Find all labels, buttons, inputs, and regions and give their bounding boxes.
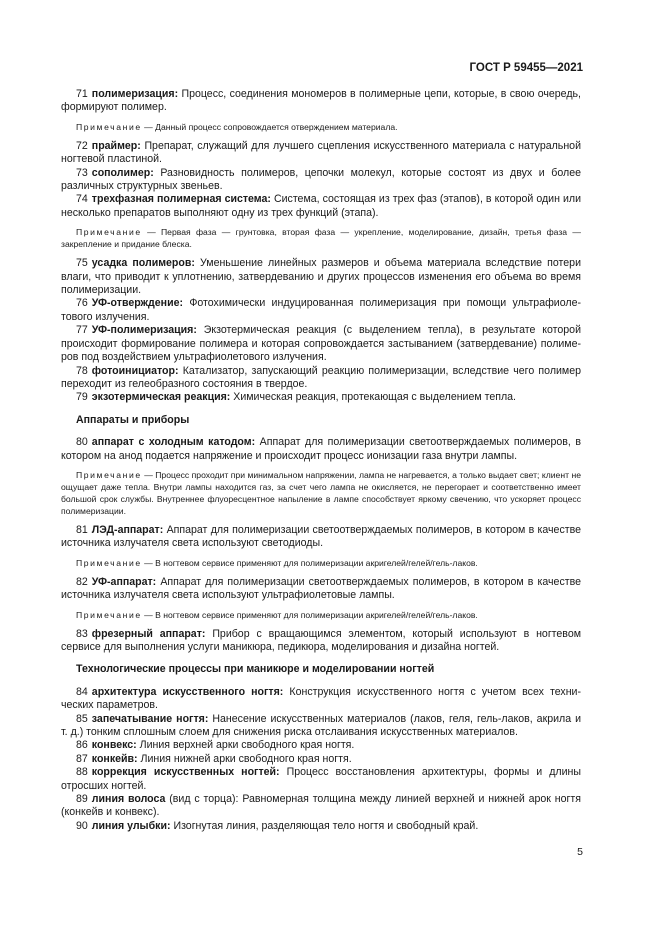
term-name: линия волоса [91,793,166,806]
term-entry [61,324,581,364]
entry-number: 77 [76,324,88,337]
term-definition: Разновидность полимеров, цепочки молекул, которые состоят из двух и более различных структурных звеньев. [61,166,581,193]
term-name: УФ-аппарат: [91,575,157,588]
entry-number: 74 [76,193,88,206]
entry-number: 73 [76,166,88,179]
entry-number: 80 [76,436,88,449]
term-definition: Процесс восстановления архитектуры, формы и длины отросших ногтей. [61,766,581,792]
term-entry [61,257,581,297]
term-definition: Аппарат для полимеризации светоотверждаемых полимеров, в котором в качестве источника излучателя света используют светодиоды. [61,523,581,550]
entry-number: 75 [76,257,88,270]
term-definition: Экзотермическая реакция (с выделением тепла), в результате которой происходит формирование полимера и которая сопровождается застыванием (затвердевание) полимеров под воздействием ультрафиолетового излучения. [61,324,581,364]
entry-number: 78 [76,364,88,377]
term-entry [61,576,581,603]
term-entry [61,297,581,324]
entry-number: 83 [76,627,88,640]
term-entry [61,739,581,752]
term-entry [61,140,581,167]
term-name: линия улыбки: [91,819,171,832]
term-entry [61,753,581,766]
term-entry [61,793,581,820]
term-name: УФ-полимеризация: [91,324,197,337]
section-heading: Аппараты и приборы [76,413,190,426]
term-definition: (вид с торца): Равномерная толщина между линией верхней и нижней арок ногтя (конкейв и конвекс). [61,793,581,819]
term-name: коррекция искусственных ногтей: [91,766,280,779]
term-name: ЛЭД-аппарат: [91,523,164,536]
term-entry [61,365,581,392]
note [61,121,581,133]
term-entry [61,713,581,740]
term-name: аппарат с холодным катодом: [91,436,256,449]
term-definition: Аппарат для полимеризации светоотверждаемых полимеров, в котором в качестве источника излучателя света используют ультрафиолетовые лампы. [61,575,581,602]
term-entry [61,193,581,220]
term-name: полимеризация: [91,88,179,100]
term-name: сополимер: [91,166,154,179]
section-heading: Технологические процессы при маникюре и моделировании ногтей [76,663,435,676]
note-text: — Данный процесс сопровождается отверждением материала. [141,121,398,132]
term-entry [61,167,581,194]
term-definition: Процесс, соединения мономеров в полимерные цепи, которые, в свою очередь, формируют полимер. [61,88,581,114]
entry-number: 89 [76,793,88,806]
term-name: усадка полимеров: [91,257,195,270]
term-definition: Линия верхней арки свободного края ногтя. [139,739,355,752]
term-name: фрезерный аппарат: [91,627,206,640]
note-label: Примечание [76,557,142,568]
term-name: архитектура искусственного ногтя: [91,685,284,698]
entry-number: 79 [76,391,88,404]
note [61,609,581,621]
term-entry [61,88,581,115]
term-entry [61,686,581,713]
term-definition: Уменьшение линейных размеров и объема материала вследствие потери влаги, что приводит к уплотнению, затвердеванию и других процессов изменения его объема во время полимеризации. [61,257,581,297]
term-definition: Катализатор, запускающий реакцию полимеризации, вследствие чего полимер переходит из гелеобразного состояния в твердое. [61,364,581,390]
note-text: — В ногтевом сервисе применяют для полимеризации акригелей/гелей/гель-лаков. [141,557,478,568]
entry-number: 81 [76,523,88,536]
term-definition: Конструкция искусственного ногтя с учетом всех технических параметров. [61,685,582,712]
term-definition: Фотохимически индуцированная полимеризация при помощи ультрафиолетового излучения. [61,297,581,323]
term-definition: Препарат, служащий для лучшего сцепления искусственного материала с натуральной ногтевой пластиной. [61,139,581,166]
document-body [61,88,581,833]
entry-number: 71 [76,88,88,100]
term-name: конкейв: [91,752,138,765]
page-number: 5 [577,846,583,858]
note-label: Примечание [76,227,142,238]
term-definition: Химическая реакция, протекающая с выделением тепла. [233,391,516,404]
note [61,557,581,569]
term-definition: Изогнутая линия, разделяющая тело ногтя и свободный край. [173,819,479,832]
entry-number: 85 [76,712,88,725]
note-text: — Процесс проходит при минимальном напряжении, лампа не нагревается, а только выдает свет; клиент не ощущает даже тепла. Внутри лампы находится газ, за счет чего лампа не окисляется, не перегорает и соответственно имеет большой срок службы. Внутреннее флуоресцентное напыление в лампе способствует яркому свечению, что ускоряет процесс полимеризации. [61,469,581,516]
note-label: Примечание [76,121,142,132]
note [61,469,581,517]
term-definition: Прибор с вращающимся элементом, который используют в ногтевом сервисе для выполнения услуги маникюра, педикюра, моделирования и дизайна ногтей. [61,627,581,653]
term-name: праймер: [91,139,141,152]
term-name: фотоинициатор: [91,364,179,377]
standard-number: ГОСТ Р 59455—2021 [469,62,583,74]
entry-number: 82 [76,575,88,588]
entry-number: 88 [76,766,88,779]
term-entry [61,391,581,404]
term-entry [61,820,581,833]
note-text: — Первая фаза — грунтовка, вторая фаза — укрепление, моделирование, дизайн, третья фаза — закрепление и придание блеска. [61,227,581,250]
term-name: УФ-отверждение: [91,297,184,310]
note-label: Примечание [76,609,142,620]
entry-number: 76 [76,297,88,310]
entry-number: 87 [76,752,88,765]
term-definition: Аппарат для полимеризации светоотверждаемых полимеров, в котором на анод подается напряжение и происходит процесс ионизации газа внутри лампы. [61,436,581,462]
note [61,226,581,250]
term-name: экзотермическая реакция: [91,391,231,404]
term-definition: Нанесение искусственных материалов (лаков, геля, гель-лаков, акрила и т. д.) тонким сплошным слоем для снижения риска отслаивания искусственных материалов. [61,712,581,738]
term-entry [61,436,581,463]
entry-number: 72 [76,139,88,152]
entry-number: 84 [76,685,88,698]
term-entry [61,628,581,655]
entry-number: 86 [76,739,88,752]
term-entry [61,766,581,793]
note-label: Примечание [76,469,142,480]
term-name: конвекс: [91,739,137,752]
entry-number: 90 [76,819,88,832]
note-text: — В ногтевом сервисе применяют для полимеризации акригелей/гелей/гель-лаков. [141,609,478,620]
term-definition: Линия нижней арки свободного края ногтя. [140,752,352,765]
term-entry [61,524,581,551]
term-definition: Система, состоящая из трех фаз (этапов), в которой один или несколько препаратов выполняют одну из трех функций (этапа). [61,193,581,219]
term-name: трехфазная полимерная система: [91,193,271,206]
term-name: запечатывание ногтя: [91,712,209,725]
